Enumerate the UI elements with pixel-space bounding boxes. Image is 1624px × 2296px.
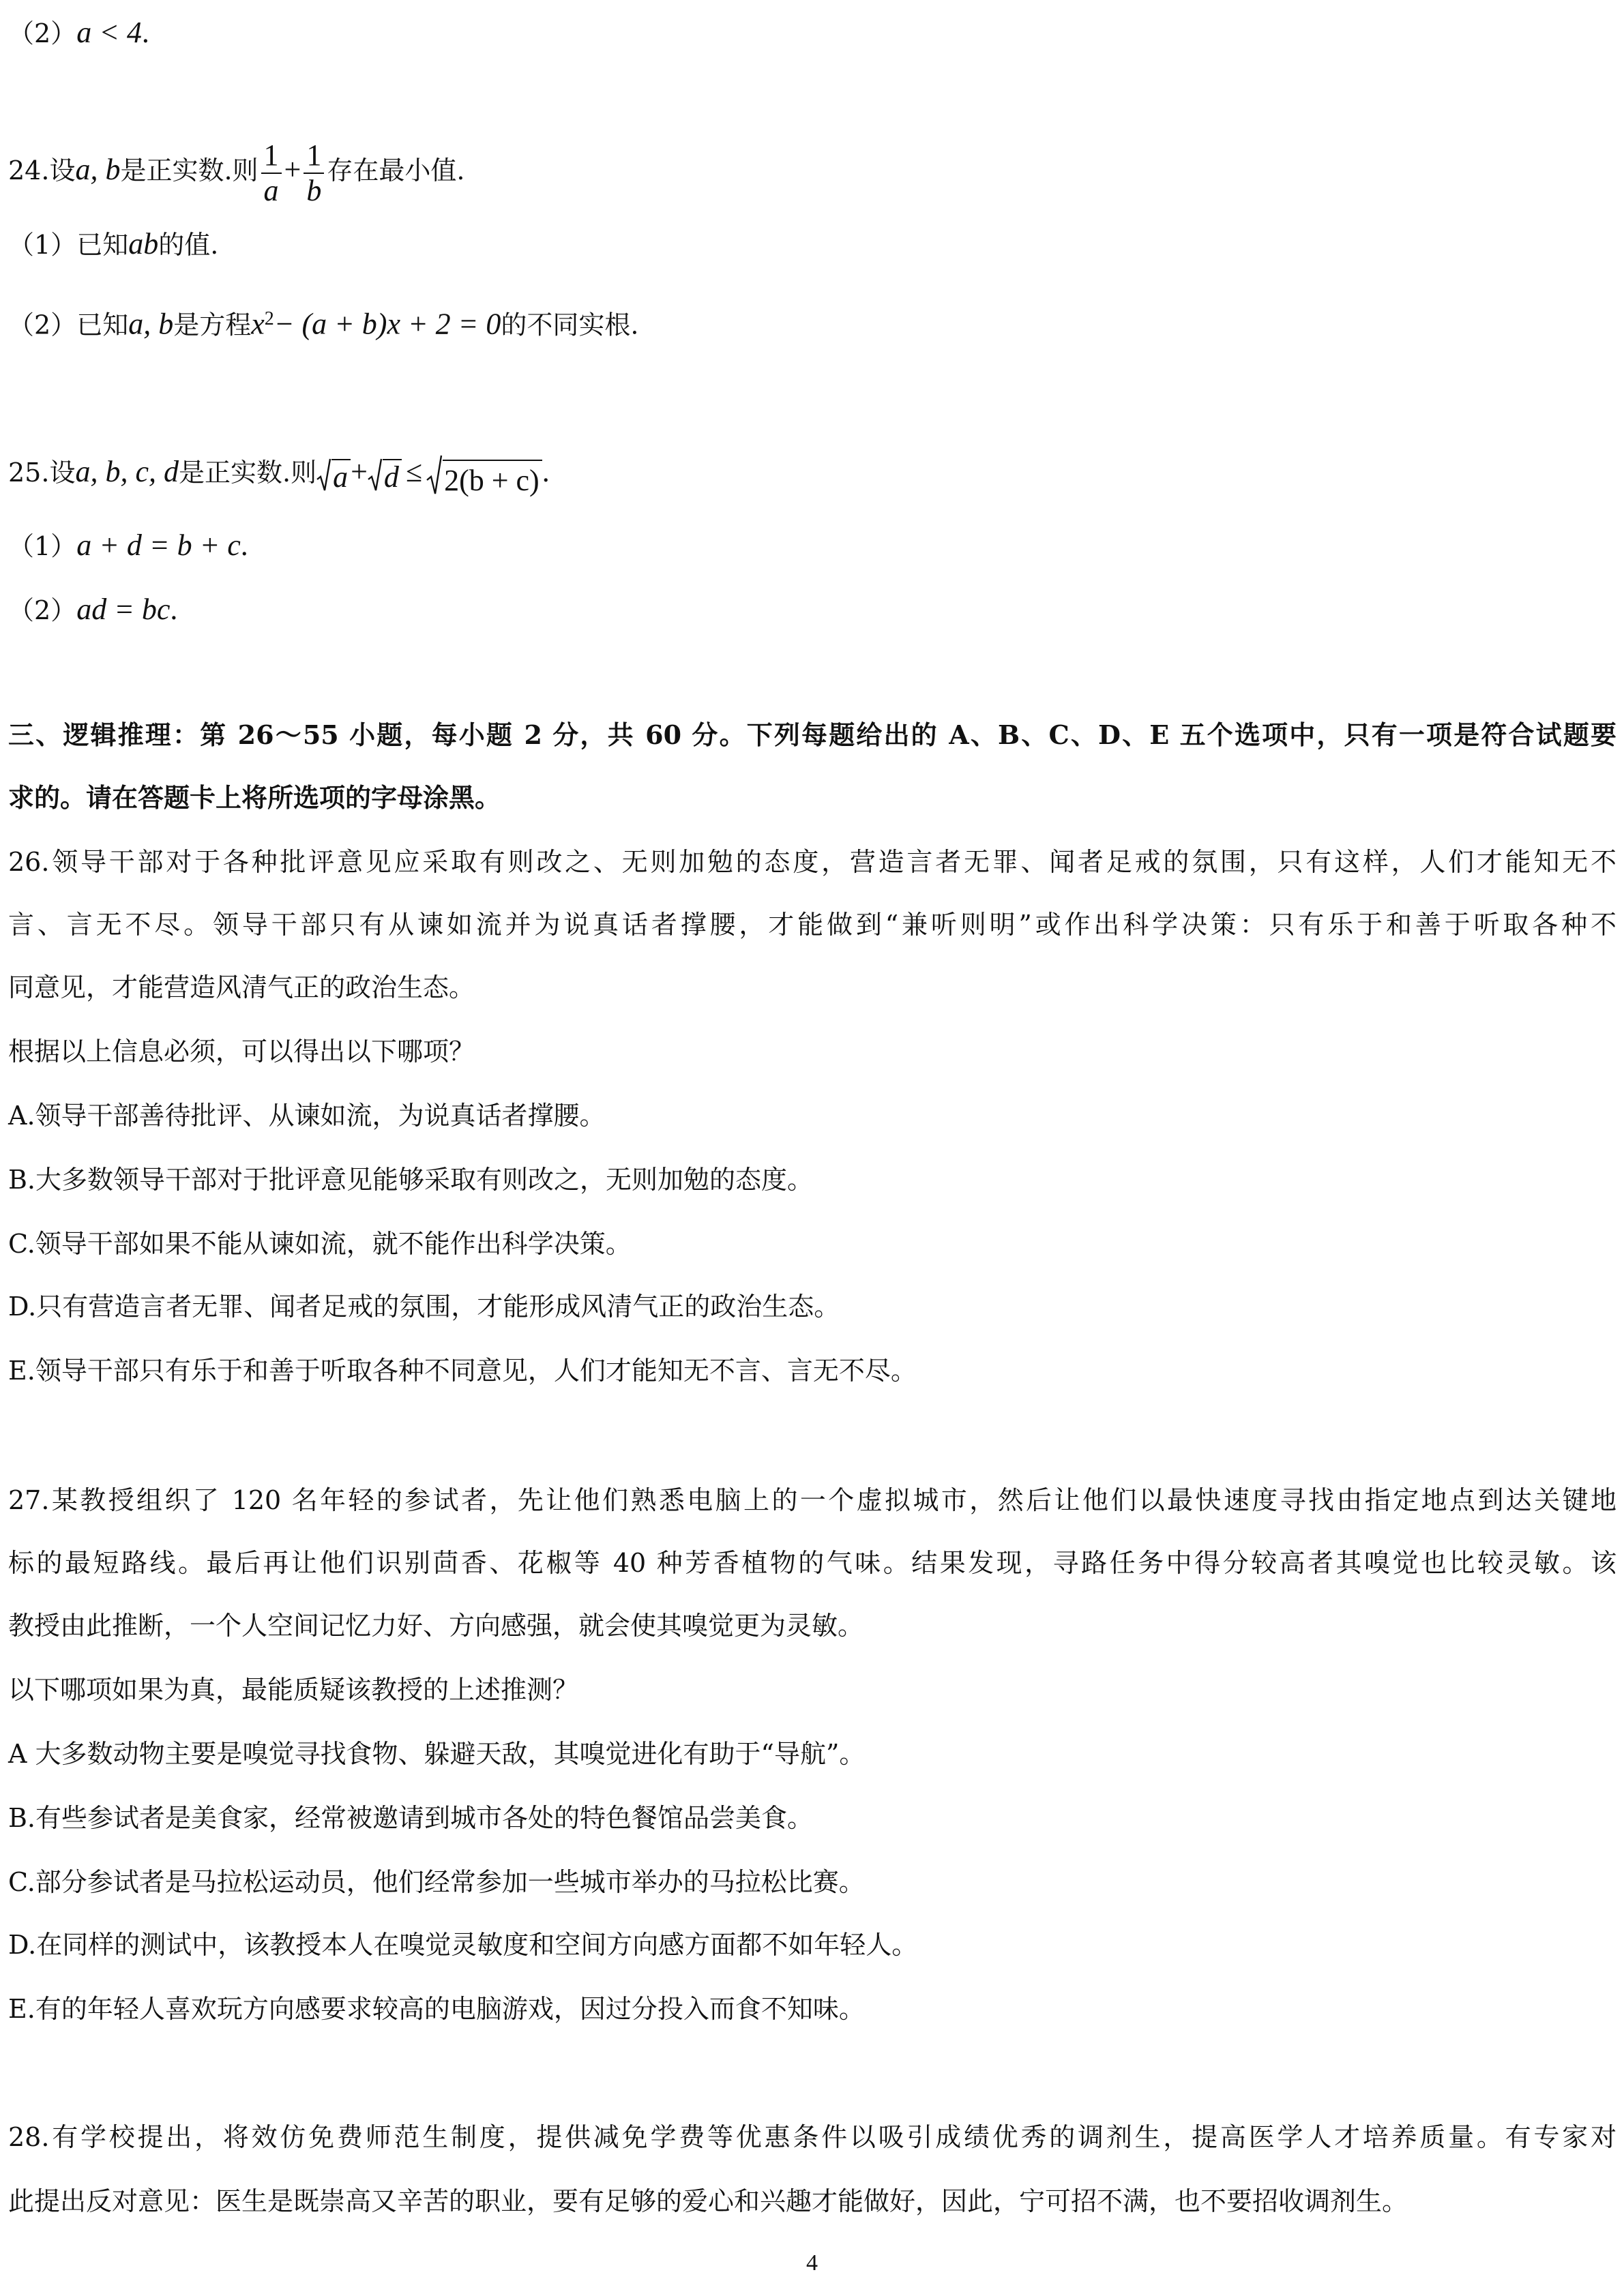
question-number: 24. xyxy=(8,155,50,185)
sqrt-d xyxy=(368,458,402,493)
math-expression: ad = bc xyxy=(76,593,171,626)
q28-stem-line-1: 28.有学校提出，将效仿免费师范生制度，提供减免学费等优惠条件以吸引成绩优秀的调剂生，提高医学人才培养质量。有专家对 xyxy=(8,2122,1616,2152)
q26-option-d: D.只有营造言者无罪、闻者足戒的氛围，才能形成风清气正的政治生态。 xyxy=(8,1292,840,1322)
math-expression: ab xyxy=(128,227,159,260)
q26-option-c: C.领导干部如果不能从谏如流，就不能作出科学决策。 xyxy=(8,1229,632,1259)
condition-text: 是方程 xyxy=(173,310,252,340)
math-vars: a, b xyxy=(75,153,121,186)
radicand: 2(b + c) xyxy=(443,460,542,496)
fraction-1-over-b xyxy=(304,138,324,208)
condition-label: （2） xyxy=(8,310,77,340)
period: . xyxy=(170,593,178,626)
q27-stem-line-2: 标的最短路线。最后再让他们识别茴香、花椒等 40 种芳香植物的气味。结果发现，寻路任务中得分较高者其嗅觉也比较灵敏。该 xyxy=(8,1548,1616,1578)
q25-condition-2 xyxy=(8,593,177,627)
numerator: 1 xyxy=(261,138,282,174)
q26-question: 根据以上信息必须，可以得出以下哪项？ xyxy=(8,1037,475,1067)
math-expression: − (a + b)x + 2 = 0 xyxy=(274,307,501,341)
stem-text: 设 xyxy=(49,155,76,185)
condition-text: 已知 xyxy=(76,310,129,340)
condition-label: （2） xyxy=(8,595,77,625)
denominator: b xyxy=(306,173,322,207)
condition-text: 的值. xyxy=(158,230,219,260)
q27-option-a: A 大多数动物主要是嗅觉寻找食物、躲避天敌，其嗅觉进化有助于“导航”。 xyxy=(8,1739,866,1769)
q27-stem-line-1: 27.某教授组织了 120 名年轻的参试者，先让他们熟悉电脑上的一个虚拟城市，然后让他们以最快速度寻找由指定地点到达关键地 xyxy=(8,1485,1616,1515)
stem-text: 是正实数.则 xyxy=(178,458,317,488)
sqrt-a xyxy=(316,458,351,493)
leq-sign: ≤ xyxy=(405,455,423,488)
q26-stem-line-1: 26.领导干部对于各种批评意见应采取有则改之、无则加勉的态度，营造言者无罪、闻者足戒的氛围，只有这样，人们才能知无不 xyxy=(8,847,1616,877)
q27-option-b: B.有些参试者是美食家，经常被邀请到城市各处的特色餐馆品尝美食。 xyxy=(8,1803,814,1833)
radicand: d xyxy=(383,459,402,493)
q28-stem-line-2: 此提出反对意见：医生是既崇高又辛苦的职业，要有足够的爱心和兴趣才能做好，因此，宁可招不满，也不要招收调剂生。 xyxy=(8,2186,1408,2216)
q27-stem-line-3: 教授由此推断，一个人空间记忆力好、方向感强，就会使其嗅觉更为灵敏。 xyxy=(8,1611,864,1641)
q26-option-e: E.领导干部只有乐于和善于听取各种不同意见，人们才能知无不言、言无不尽。 xyxy=(8,1356,917,1386)
q23-condition-2 xyxy=(8,16,149,50)
q25-stem xyxy=(8,450,550,496)
q24-condition-1 xyxy=(8,228,218,261)
question-number: 25. xyxy=(8,458,50,488)
math-vars: a, b xyxy=(128,307,174,341)
q27-option-c: C.部分参试者是马拉松运动员，他们经常参加一些城市举办的马拉松比赛。 xyxy=(8,1867,865,1897)
q27-option-e: E.有的年轻人喜欢玩方向感要求较高的电脑游戏，因过分投入而食不知味。 xyxy=(8,1994,865,2024)
condition-text: 已知 xyxy=(76,230,129,260)
q24-condition-2 xyxy=(8,303,638,342)
q26-stem-line-3: 同意见，才能营造风清气正的政治生态。 xyxy=(8,972,475,1002)
math-vars: a, b, c, d xyxy=(75,455,179,488)
section-3-heading-line-1: 三、逻辑推理：第 26～55 小题，每小题 2 分，共 60 分。下列每题给出的 A、B、C、D、E 五个选项中，只有一项是符合试题要 xyxy=(8,719,1616,750)
q26-option-b: B.大多数领导干部对于批评意见能够采取有则改之，无则加勉的态度。 xyxy=(8,1165,814,1195)
condition-label: （1） xyxy=(8,230,77,260)
plus-sign: + xyxy=(284,153,301,186)
radicand: a xyxy=(331,459,351,493)
denominator: a xyxy=(263,173,279,207)
stem-text: 是正实数.则 xyxy=(120,155,259,185)
q25-condition-1 xyxy=(8,529,248,563)
condition-text: 的不同实根. xyxy=(501,310,639,340)
q24-stem xyxy=(8,132,464,208)
exponent: 2 xyxy=(264,308,274,329)
q27-question: 以下哪项如果为真，最能质疑该教授的上述推测？ xyxy=(8,1675,579,1705)
condition-label: （2） xyxy=(8,18,77,48)
q27-option-d: D.在同样的测试中，该教授本人在嗅觉灵敏度和空间方向感方面都不如年轻人。 xyxy=(8,1930,918,1960)
math-expression: a < 4 xyxy=(76,16,142,49)
q26-stem-line-2: 言、言无不尽。领导干部只有从谏如流并为说真话者撑腰，才能做到“兼听则明”或作出科学决策：只有乐于和善于听取各种不 xyxy=(8,910,1616,940)
period: . xyxy=(542,455,550,488)
page-number: 4 xyxy=(806,2250,818,2276)
period: . xyxy=(141,16,149,49)
stem-text: 设 xyxy=(49,458,76,488)
sqrt-2-b-plus-c xyxy=(426,454,542,496)
period: . xyxy=(240,528,248,562)
stem-text: 存在最小值. xyxy=(327,155,465,185)
math-var-x: x xyxy=(251,307,265,341)
numerator: 1 xyxy=(304,138,324,174)
plus-sign: + xyxy=(351,455,368,488)
q26-option-a: A.领导干部善待批评、从谏如流，为说真话者撑腰。 xyxy=(8,1101,606,1131)
section-3-heading-line-2: 求的。请在答题卡上将所选项的字母涂黑。 xyxy=(8,782,501,813)
math-expression: a + d = b + c xyxy=(76,528,241,562)
condition-label: （1） xyxy=(8,531,77,561)
fraction-1-over-a xyxy=(261,138,282,208)
